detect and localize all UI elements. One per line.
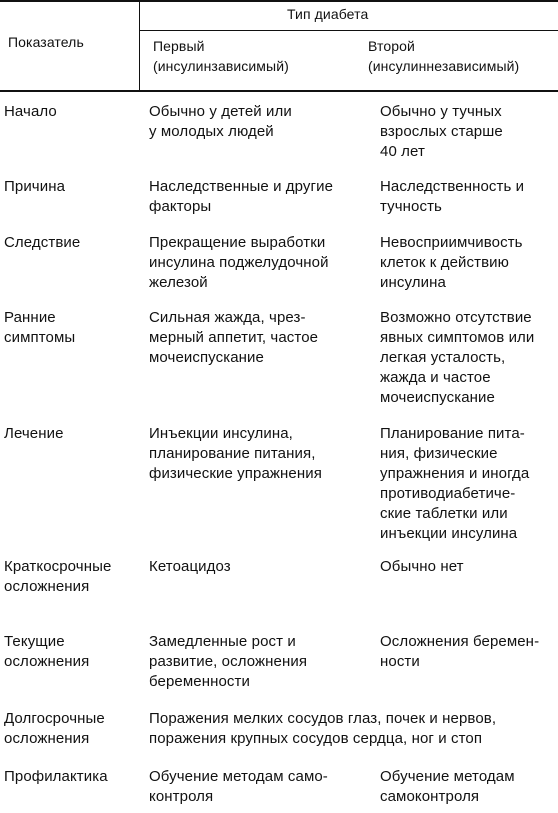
header-type2: Второй (инсулиннезависимый): [368, 38, 520, 74]
header-group-rule: [140, 30, 558, 31]
header-type1: Первый (инсулинзависимый): [153, 38, 289, 74]
row-cause-indicator: Причина: [4, 178, 66, 195]
row-short-term-type2: Обычно нет: [380, 558, 464, 575]
row-short-term-type1: Кетоацидоз: [149, 558, 231, 575]
row-prevention-type1: Обучение методам само- контроля: [149, 768, 328, 805]
row-current-type2: Осложнения беремен- ности: [380, 633, 540, 670]
row-onset-type2: Обычно у тучных взрослых старше 40 лет: [380, 103, 503, 160]
row-prevention-indicator: Профилактика: [4, 768, 108, 785]
row-early-symptoms-type1: Сильная жажда, чрез- мерный аппетит, частое мочеиспускание: [149, 309, 319, 366]
row-onset-type1: Обычно у детей или у молодых людей: [149, 103, 292, 140]
row-consequence-type2: Невосприимчивость клеток к действию инсулина: [380, 234, 523, 291]
row-treatment-type2: Планирование пита- ния, физические упражнения и иногда противодиабетиче- ские таблетки или инъекции инсулина: [380, 425, 530, 542]
row-prevention-type2: Обучение методам самоконтроля: [380, 768, 515, 805]
header-diabetes-type: Тип диабета: [287, 6, 369, 22]
header-bottom-rule: [0, 90, 558, 92]
row-treatment-indicator: Лечение: [4, 425, 64, 442]
row-consequence-indicator: Следствие: [4, 234, 81, 251]
row-treatment-type1: Инъекции инсулина, планирование питания, физические упражнения: [149, 425, 322, 482]
row-onset-indicator: Начало: [4, 103, 57, 120]
table-top-rule: [0, 0, 558, 2]
row-early-symptoms-indicator: Ранние симптомы: [4, 309, 76, 346]
header-column-divider: [139, 0, 140, 90]
row-short-term-indicator: Краткосрочные осложнения: [4, 558, 112, 595]
row-consequence-type1: Прекращение выработки инсулина поджелудочной железой: [149, 234, 329, 291]
row-cause-type1: Наследственные и другие факторы: [149, 178, 334, 215]
row-long-term-indicator: Долгосрочные осложнения: [4, 710, 105, 747]
row-current-type1: Замедленные рост и развитие, осложнения беременности: [149, 633, 308, 690]
row-early-symptoms-type2: Возможно отсутствие явных симптомов или легкая усталость, жажда и частое мочеиспускание: [380, 309, 535, 406]
header-indicator: Показатель: [8, 34, 84, 50]
row-current-indicator: Текущие осложнения: [4, 633, 90, 670]
row-cause-type2: Наследственность и тучность: [380, 178, 525, 215]
row-long-term-shared: Поражения мелких сосудов глаз, почек и нервов, поражения крупных сосудов сердца, ног и стоп: [149, 710, 497, 747]
